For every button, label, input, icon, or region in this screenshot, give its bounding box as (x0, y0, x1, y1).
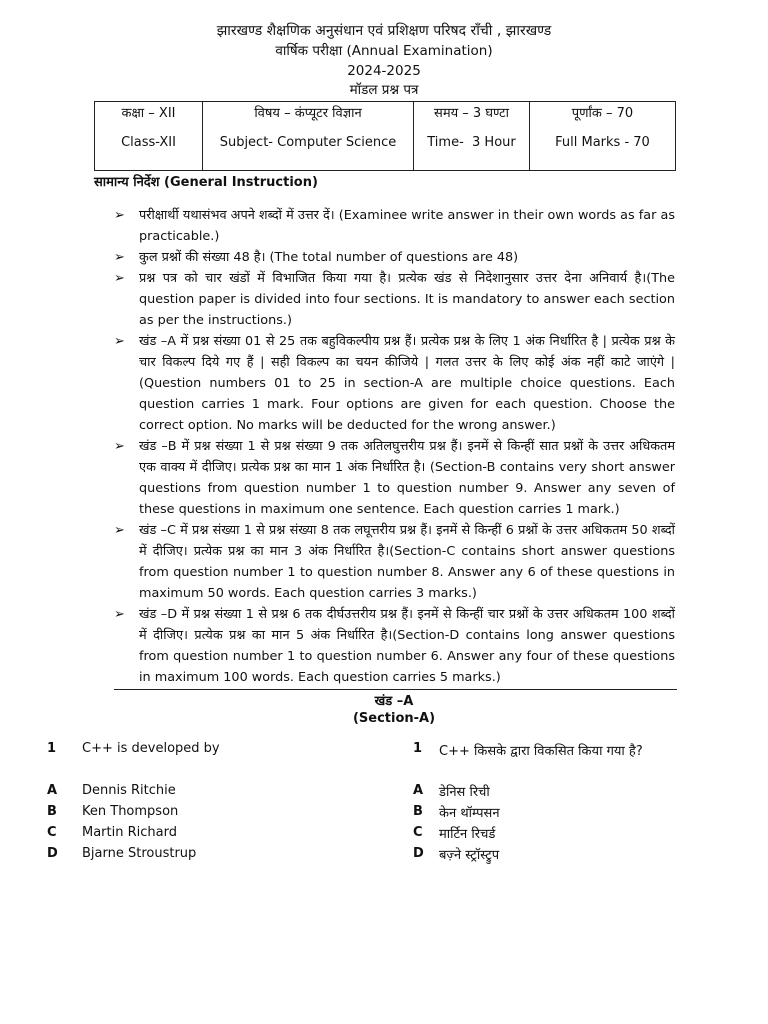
time-hindi: समय – 3 घण्टा (434, 106, 509, 121)
instruction-item (114, 268, 675, 331)
instruction-text: खंड –A में प्रश्न संख्या 01 से 25 तक बहुविकल्पीय प्रश्न हैं। प्रत्येक प्रश्न के लिए 1 अंक निर्धारित है | प्रत्येक प्रश्न के चार विकल्प दिये गए हैं | सही विकल्प का चयन कीजिये | गलत उत्तर के लिए कोई अंक नहीं काटे जाएंगे | (Question numbers 01 to 25 in section-A are multiple choice questions. Each question carries 1 mark. Four options are given for each question. Choose the correct option. No marks will be deducted for the wrong answer.) (139, 334, 675, 433)
instruction-text: खंड –B में प्रश्न संख्या 1 से प्रश्न संख्या 9 तक अतिलघुत्तरीय प्रश्न हैं। इनमें से किन्हीं सात प्रश्नों के उत्तर अधिकतम एक वाक्य में दीजिए। प्रत्येक प्रश्न का मान 1 अंक निर्धारित है। (Section-B contains very short answer questions from question number 1 to question number 9. Answer any seven of these questions in maximum one sentence. Each question carries 1 mark.) (139, 439, 675, 517)
option-letter: B (47, 804, 57, 819)
instruction-item (114, 205, 675, 247)
arrow-bullet-icon: ➢ (114, 334, 125, 349)
arrow-bullet-icon: ➢ (114, 250, 125, 265)
info-table (94, 101, 676, 171)
option-letter: C (47, 825, 57, 840)
class-english: Class-XII (121, 135, 176, 150)
exam-title: वार्षिक परीक्षा (Annual Examination) (275, 43, 493, 59)
option-letter: D (47, 846, 58, 861)
board-title: झारखण्ड शैक्षणिक अनुसंधान एवं प्रशिक्षण परिषद राँची , झारखण्ड (216, 23, 552, 39)
question-text-hindi: C++ किसके द्वारा विकसित किया गया है? (439, 744, 643, 759)
option-text: मार्टिन रिचर्ड (439, 827, 496, 842)
option-letter: A (47, 783, 58, 798)
arrow-bullet-icon: ➢ (114, 439, 125, 454)
option-text: बज़्ने स्ट्रॉस्ट्रुप (439, 848, 500, 863)
subject-cell (203, 102, 414, 171)
section-title-english: (Section-A) (352, 711, 436, 726)
option-text: Dennis Ritchie (82, 783, 176, 798)
section-title-hindi: खंड –A (374, 694, 414, 709)
marks-cell (530, 102, 676, 171)
instruction-item (114, 247, 675, 268)
class-cell (95, 102, 203, 171)
question-number-hindi: 1 (413, 741, 423, 756)
arrow-bullet-icon: ➢ (114, 607, 125, 622)
general-instruction-title: सामान्य निर्देश (General Instruction) (94, 175, 318, 190)
subject-english: Subject- Computer Science (219, 135, 397, 150)
marks-hindi: पूर्णांक – 70 (571, 106, 634, 121)
paper-type: मॉडल प्रश्न पत्र (349, 82, 419, 98)
option-letter: C (413, 825, 423, 840)
instruction-text: खंड –D में प्रश्न संख्या 1 से प्रश्न 6 तक दीर्घउत्तरीय प्रश्न हैं। इनमें से किन्हीं चार प्रश्नों के उत्तर अधिकतम 100 शब्दों में दीजिए। प्रत्येक प्रश्न का मान 5 अंक निर्धारित है।(Section-D contains long answer questions from question number 1 to question number 6. Answer any four of these questions in maximum 100 words. Each question carries 5 marks.) (139, 607, 675, 685)
option-text: Martin Richard (82, 825, 177, 840)
option-letter: B (413, 804, 423, 819)
exam-year: 2024-2025 (347, 63, 421, 79)
arrow-bullet-icon: ➢ (114, 208, 125, 223)
section-divider (114, 689, 677, 690)
subject-hindi: विषय – कंप्यूटर विज्ञान (254, 106, 362, 121)
instruction-text: खंड –C में प्रश्न संख्या 1 से प्रश्न संख्या 8 तक लघूत्तरीय प्रश्न हैं। इनमें से किन्हीं 6 प्रश्नों के उत्तर अधिकतम 50 शब्दों में दीजिए। प्रत्येक प्रश्न का मान 3 अंक निर्धारित है।(Section-C contains short answer questions from question number 1 to question number 8. Answer any 6 of these questions in maximum 50 words. Each question carries 3 marks.) (139, 523, 675, 601)
option-letter: D (413, 846, 424, 861)
instruction-item (114, 604, 675, 688)
option-text: Ken Thompson (82, 804, 179, 819)
class-hindi: कक्षा – XII (121, 106, 176, 121)
time-cell (414, 102, 530, 171)
option-letter: A (413, 783, 424, 798)
time-english: Time- 3 Hour (427, 135, 516, 150)
instruction-text: कुल प्रश्नों की संख्या 48 है। (The total number of questions are 48) (139, 250, 519, 265)
arrow-bullet-icon: ➢ (114, 271, 125, 286)
option-text: केन थॉम्पसन (439, 806, 500, 821)
instruction-list (114, 205, 675, 688)
option-text: डेनिस रिची (439, 785, 490, 800)
question-number-english: 1 (47, 741, 57, 756)
option-text: Bjarne Stroustrup (82, 846, 197, 861)
instruction-text: प्रश्न पत्र को चार खंडों में विभाजित किया गया है। प्रत्येक खंड से निदेशानुसार उत्तर देना अनिवार्य है।(The question paper is divided into four sections. It is mandatory to answer each section as per the instructions.) (139, 271, 675, 328)
instruction-item (114, 436, 675, 520)
question-text-english: C++ is developed by (82, 741, 220, 756)
instruction-text: परीक्षार्थी यथासंभव अपने शब्दों में उत्तर दें। (Examinee write answer in their own words as far as practicable.) (139, 208, 675, 244)
instruction-item (114, 331, 675, 436)
arrow-bullet-icon: ➢ (114, 523, 125, 538)
instruction-item (114, 520, 675, 604)
marks-english: Full Marks - 70 (555, 135, 650, 150)
